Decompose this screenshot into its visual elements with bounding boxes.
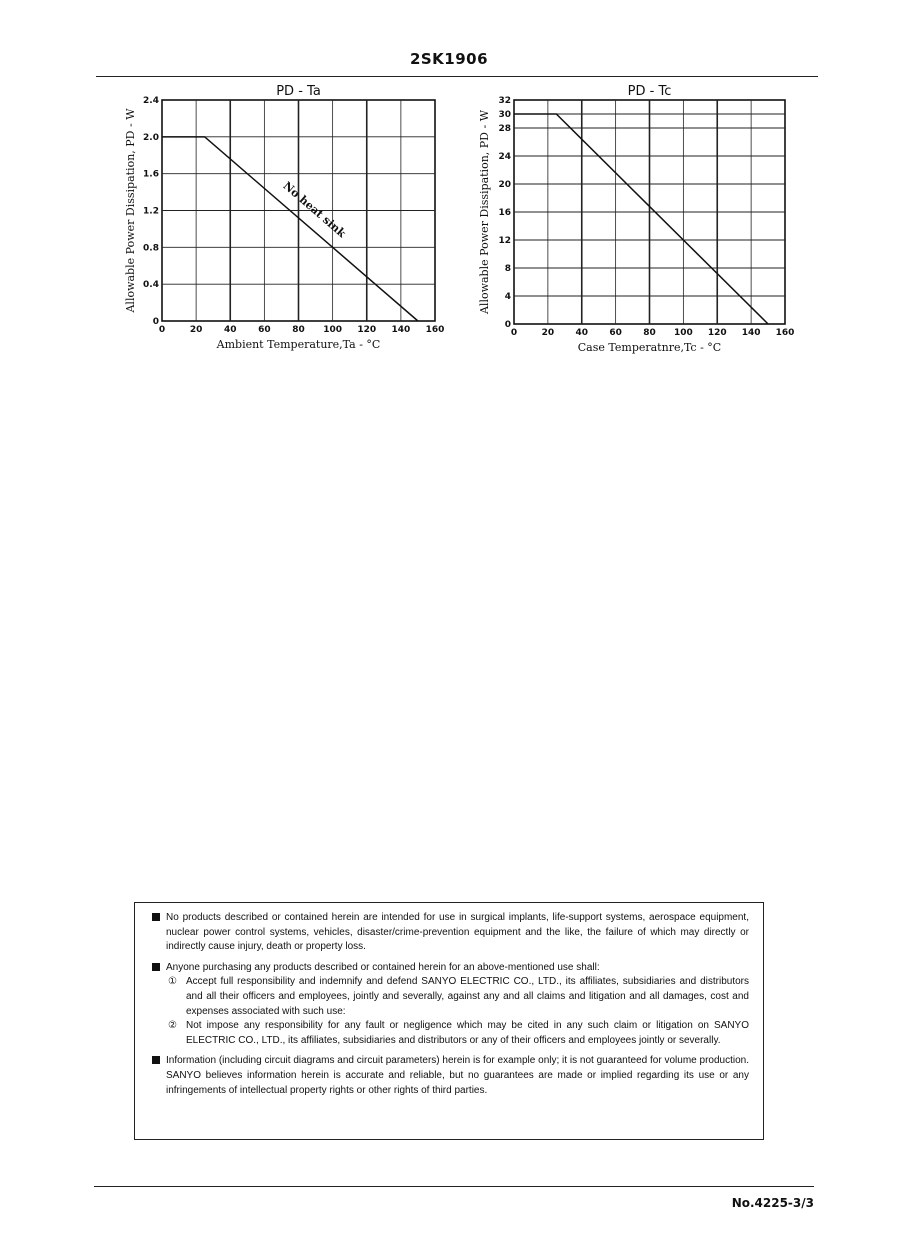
y-tick-label: 0.4 [143,280,159,291]
square-bullet-icon [152,913,160,921]
notice-text: Anyone purchasing any products described or contained herein for an above-mentioned use shall: [166,961,600,973]
x-tick-label: 20 [189,325,203,335]
x-tick-label: 40 [223,325,237,335]
x-axis-label: Ambient Temperature,Ta - °C [216,338,381,351]
notice-text: Information (including circuit diagrams and circuit parameters) herein is for example only; it is not guaranteed for volume production. SANYO believes information herein is accurate and reliable, but no guarantees are made or implied regarding its use or any infringements of intellectual property rights or other rights of third parties. [166,1055,749,1096]
y-tick-label: 24 [498,152,511,162]
x-tick-label: 100 [673,328,693,338]
notice-item [152,961,749,1049]
notice-subitem [152,1019,749,1048]
chart-title: PD - Tc [627,84,672,99]
y-tick-label: 4 [504,292,511,302]
y-tick-label: 8 [504,264,511,274]
notice-text: No products described or contained herein are intended for use in surgical implants, life-support systems, aerospace equipment, nuclear power control systems, vehicles, disaster/crime-prevention equipment and the like, the failure of which may directly or indirectly cause injury, death or property loss. [166,912,749,953]
series-line [514,114,768,324]
part-number: 2SK1906 [409,50,489,68]
y-tick-label: 20 [498,180,511,190]
legal-notice-box [134,902,764,1140]
x-axis-label: Case Temperatnre,Tc - °C [577,341,722,354]
y-tick-label: 2.0 [143,132,159,143]
x-tick-label: 0 [158,325,166,335]
y-tick-label: 0.8 [143,243,159,254]
x-tick-labels [511,328,795,338]
x-tick-label: 60 [258,325,271,335]
y-tick-label: 2.4 [143,96,159,106]
y-tick-label: 28 [498,124,511,134]
x-tick-label: 120 [357,325,377,335]
y-tick-labels [498,96,511,330]
circled-one-icon: ① [168,976,177,988]
y-tick-label: 30 [498,110,511,120]
x-tick-label: 80 [643,328,656,338]
y-tick-label: 0 [152,317,159,327]
y-tick-label: 1.6 [143,169,159,180]
y-tick-labels [143,96,159,327]
circled-two-icon: ② [168,1020,177,1032]
chart-pd-tc [470,78,810,363]
x-tick-label: 120 [707,328,727,338]
series-annotation: No heat sink [280,179,349,241]
notice-item [152,1054,749,1098]
x-tick-labels [159,325,445,335]
y-tick-label: 16 [498,208,511,218]
document-number: No.4225-3/3 [731,1196,814,1210]
x-tick-label: 80 [292,325,305,335]
y-tick-label: 1.2 [143,206,159,217]
y-tick-label: 0 [504,320,511,330]
series-line-no-heat-sink [162,137,418,321]
chart-grid [514,100,785,324]
x-tick-label: 60 [609,328,622,338]
header-rule [96,76,818,77]
x-tick-label: 160 [775,328,795,338]
chart-title: PD - Ta [276,84,321,99]
notice-item [152,911,749,955]
square-bullet-icon [152,1056,160,1064]
notice-subitem [152,975,749,1019]
y-tick-label: 12 [498,236,511,246]
x-tick-label: 160 [425,325,445,335]
y-axis-label: Allowable Power Dissipation, PD - W [478,109,491,315]
notice-subtext: Accept full responsibility and indemnify and defend SANYO ELECTRIC CO., LTD., its affiliates, subsidiaries and distributors and all their officers and employees, jointly and severally, against any and all claims and litigation and all damages, cost and expenses associated with such use: [186,976,749,1017]
x-tick-label: 0 [510,328,518,338]
footer-rule [94,1186,814,1187]
x-tick-label: 140 [741,328,761,338]
x-tick-label: 100 [323,325,343,335]
notice-subtext: Not impose any responsibility for any fault or negligence which may be cited in any such claim or litigation on SANYO ELECTRIC CO., LTD., its affiliates, subsidiaries and distributors or any of their officers and employees jointly or severally. [186,1020,749,1046]
y-axis-label: Allowable Power Dissipation, PD - W [124,108,137,313]
x-tick-label: 20 [541,328,555,338]
y-tick-label: 32 [498,96,511,106]
chart-grid [162,100,435,321]
x-tick-label: 40 [575,328,589,338]
x-tick-label: 140 [391,325,411,335]
square-bullet-icon [152,963,160,971]
chart-pd-ta [118,78,448,358]
